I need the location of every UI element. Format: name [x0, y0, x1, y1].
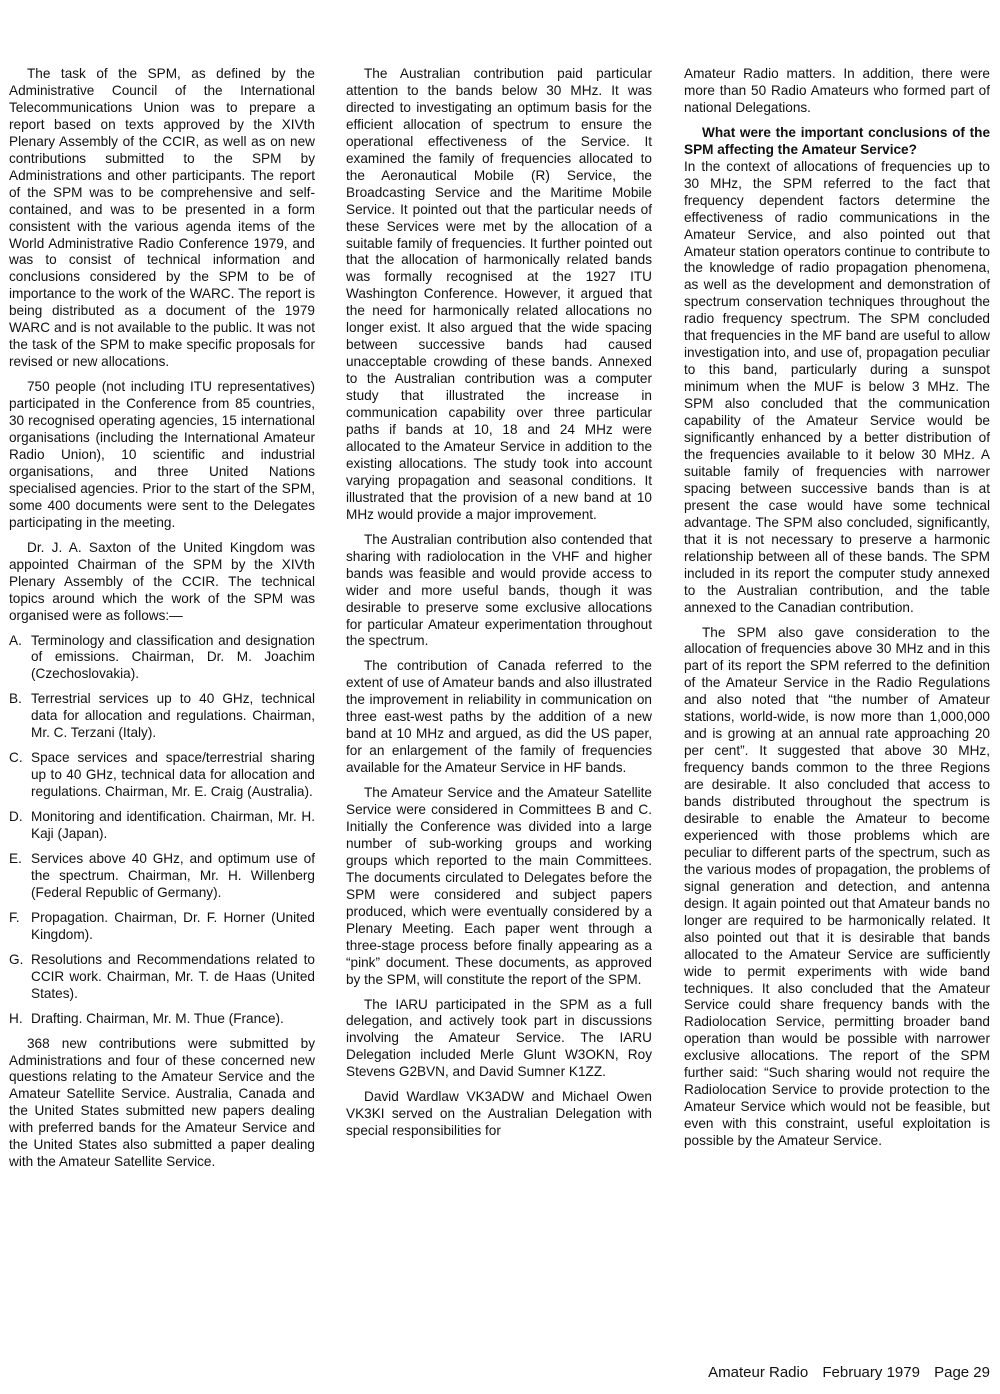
paragraph: Dr. J. A. Saxton of the United Kingdom was appointed Chairman of the SPM by the XIVth Plenary Assembly of the CCIR. The technical topics around which the work of the SPM was organised were as follows:—: [9, 539, 315, 623]
list-label: B.: [9, 691, 22, 707]
paragraph: The Australian contribution also contended that sharing with radiolocation in the VHF and higher bands was feasible and would provide access to wider and more useful bands, though it was desirable to preserve some exclusive allocations for particular Amateur experimentation throughout the spectrum.: [346, 531, 652, 649]
list-item: [9, 910, 315, 944]
list-item: [9, 750, 315, 801]
list-text: Space services and space/terrestrial sharing up to 40 GHz, technical data for allocation and regulations. Chairman, Mr. E. Craig (Australia).: [31, 750, 315, 800]
list-text: Propagation. Chairman, Dr. F. Horner (United Kingdom).: [31, 909, 315, 942]
paragraph: In the context of allocations of frequencies up to 30 MHz, the SPM referred to the fact that frequency dependent factors determine the effectiveness of radio communications in the Amateur Service, and also pointed out that Amateur station operators continue to contribute to the knowledge of radio propagation phenomena, as well as the development and demonstration of spectrum conservation techniques throughout the radio frequency spectrum. The SPM concluded that frequencies in the MF band are useful to allow investigation into, and use of, propagation peculiar to this band, particularly during a sunspot minimum when the MUF is below 3 MHz. The SPM also concluded that the communication capability of the Amateur Service would be significantly enhanced by a better distribution of the frequencies available to it below 30 MHz. A suitable family of frequencies with narrower spacing between successive bands than is at present the case would have some technical advantage. The SPM also concluded, significantly, that it is not necessary to preserve a harmonic relationship between all of these bands. The SPM included in its report the computer study annexed to the Australian contribution, and the table annexed to the Canadian contribution.: [684, 158, 990, 615]
column-3: [684, 66, 990, 1158]
list-label: D.: [9, 809, 23, 825]
list-label: C.: [9, 750, 23, 766]
list-label: E.: [9, 850, 22, 866]
paragraph: The contribution of Canada referred to the extent of use of Amateur bands and also illustrated the improvement in reliability in communication on three east-west paths by the addition of a new band at 10 MHz and argued, as did the US paper, for an enlargement of the family of frequencies available for the Amateur Service in HF bands.: [346, 658, 652, 776]
topic-list: [9, 633, 315, 1028]
list-item: [9, 1011, 315, 1028]
paragraph: The task of the SPM, as defined by the Administrative Council of the International Telecommunications Union was to prepare a report based on texts approved by the XIVth Plenary Assembly of the CCIR, as well as on new contributions submitted to the SPM by Administrations and other participants. The report of the SPM was to be comprehensive and self-contained, and was to be presented in a form consistent with the various agenda items of the World Administrative Radio Conference 1979, and was to consist of technical information and conclusions considered by the SPM to be of importance to the work of the WARC. The report is being distributed as a document of the 1979 WARC and is not available to the public. It was not the task of the SPM to make specific proposals for revised or new allocations.: [9, 66, 315, 370]
list-label: G.: [9, 951, 24, 967]
paragraph: 750 people (not including ITU representatives) participated in the Conference from 85 countries, 30 recognised operating agencies, 15 international organisations (including the International Amateur Radio Union), 10 scientific and industrial organisations, and three United Nations specialised agencies. Prior to the start of the SPM, some 400 documents were sent to the Delegates participating in the meeting.: [9, 379, 315, 530]
list-item: [9, 952, 315, 1003]
list-label: A.: [9, 632, 22, 648]
column-2: [346, 66, 652, 1148]
section-question: What were the important conclusions of the SPM affecting the Amateur Service?: [684, 124, 990, 157]
paragraph: The SPM also gave consideration to the allocation of frequencies above 30 MHz and in this part of its report the SPM referred to the definition of the Amateur Service in the Radio Regulations and also noted that “the number of Amateur stations, world-wide, is now more than 1,000,000 and is growing at an annual rate approaching 20 per cent”. It suggested that above 30 MHz, frequency bands common to the three Regions are desirable. It also concluded that access to bands distributed throughout the spectrum is desirable to enable the Amateur to become experienced with those problems which are peculiar to different parts of the spectrum, such as the various modes of propagation, the problems of signal generation and detection, and antenna design. It again pointed out that Amateur bands no longer are required to be harmonically related. It also pointed out that it is desirable that bands allocated to the Amateur Service are sufficiently wide to permit experiments with wide band techniques. It also concluded that the Amateur Service could share frequency bands with the Radiolocation Service, permitting broader band operation than would be possible with narrower exclusive allocations. The report of the SPM further said: “Such sharing would not require the Radiolocation Service to provide protection to the Amateur Service which would not be feasible, but even with this constraint, useful exploitation is possible by the Amateur Service.: [684, 624, 990, 1149]
list-item: [9, 851, 315, 902]
list-item: [9, 633, 315, 684]
list-text: Terminology and classification and designation of emissions. Chairman, Dr. M. Joachim (Czechoslovakia).: [31, 632, 315, 682]
paragraph: David Wardlaw VK3ADW and Michael Owen VK3KI served on the Australian Delegation with special responsibilities for: [346, 1089, 652, 1139]
page-footer: [698, 1364, 990, 1381]
list-text: Terrestrial services up to 40 GHz, technical data for allocation and regulations. Chairman, Mr. C. Terzani (Italy).: [31, 691, 315, 741]
publication-name: Amateur Radio: [708, 1364, 809, 1381]
list-label: H.: [9, 1010, 23, 1026]
issue-date: February 1979: [822, 1364, 920, 1381]
paragraph: Amateur Radio matters. In addition, there were more than 50 Radio Amateurs who formed part of national Delegations.: [684, 66, 990, 115]
list-text: Drafting. Chairman, Mr. M. Thue (France).: [31, 1010, 284, 1026]
page-number: Page 29: [934, 1364, 990, 1381]
list-label: F.: [9, 909, 20, 925]
list-item: [9, 691, 315, 742]
paragraph: The Australian contribution paid particular attention to the bands below 30 MHz. It was directed to investigating an optimum basis for the efficient allocation of spectrum to ensure the operational effectiveness of the Service. It examined the family of frequencies allocated to the Aeronautical Mobile (R) Service, the Broadcasting Service and the Maritime Mobile Service. It pointed out that the particular needs of these Services were met by the allocation of a suitable family of frequencies. It further pointed out that the allocation of harmonically related bands was formally recognised at the 1927 ITU Washington Conference. However, it argued that the need for harmonically related allocations no longer exist. It also argued that the wide spacing between successive bands had caused unacceptable crowding of these bands. Annexed to the Australian contribution was a computer study that illustrated the increase in communication capability over three particular paths if bands at 10, 18 and 24 MHz were allocated to the Amateur Service in addition to the existing allocations. The study took into account varying propagation and seasonal conditions. It illustrated that the provision of a new band at 10 MHz would provide a major improvement.: [346, 66, 652, 522]
paragraph: The IARU participated in the SPM as a full delegation, and actively took part in discussions involving the Amateur Service. The IARU Delegation included Merle Glunt W3OKN, Roy Stevens G2BVN, and David Sumner K1ZZ.: [346, 996, 652, 1080]
list-text: Monitoring and identification. Chairman, Mr. H. Kaji (Japan).: [31, 809, 315, 842]
list-text: Services above 40 GHz, and optimum use of the spectrum. Chairman, Mr. H. Willenberg (Federal Republic of Germany).: [31, 850, 315, 900]
paragraph: The Amateur Service and the Amateur Satellite Service were considered in Committees B and C. Initially the Conference was divided into a large number of sub-working groups and working groups which reported to the main Committees. The documents circulated to Delegates before the SPM were considered and subject papers produced, which were eventually considered by a Plenary Meeting. Each paper went through a three-stage process before finally appearing as a “pink” document. These documents, as approved by the SPM, will constitute the report of the SPM.: [346, 785, 652, 987]
column-1: [9, 66, 315, 1179]
list-text: Resolutions and Recommendations related to CCIR work. Chairman, Mr. T. de Haas (United States).: [31, 951, 315, 1001]
paragraph: 368 new contributions were submitted by Administrations and four of these concerned new questions relating to the Amateur Service and the Amateur Satellite Service. Australia, Canada and the United States submitted new papers dealing with preferred bands for the Amateur Service and the United States also submitted a paper dealing with the Amateur Satellite Service.: [9, 1035, 315, 1170]
list-item: [9, 809, 315, 843]
